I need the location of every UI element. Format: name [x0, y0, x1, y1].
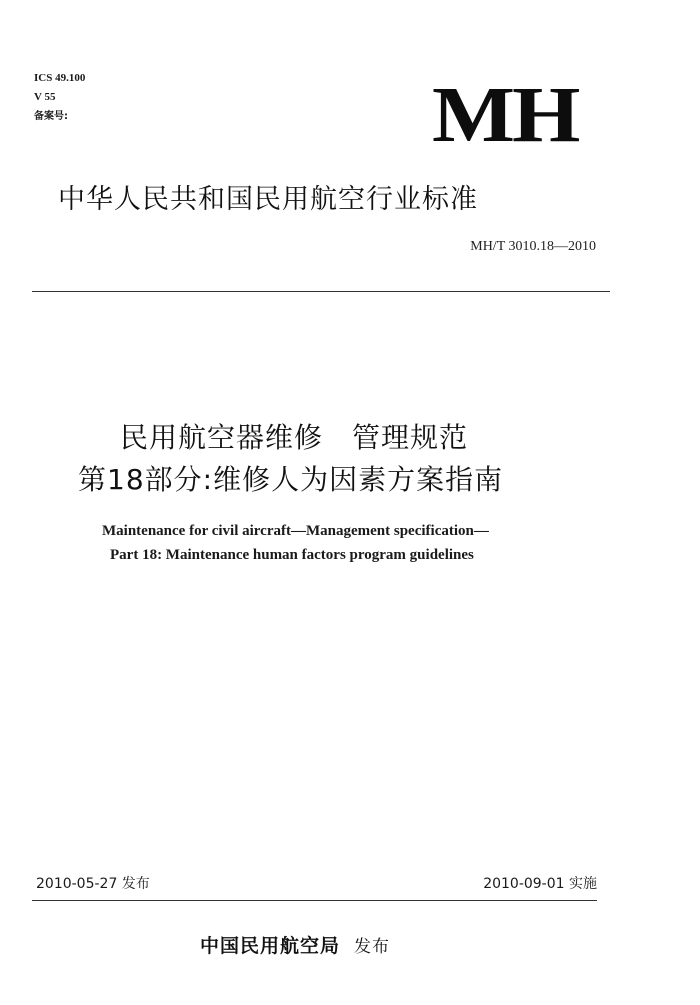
- mh-logo: MH: [432, 71, 578, 159]
- publisher-name: 中国民用航空局: [200, 935, 341, 957]
- ccs-code: V 55: [34, 91, 56, 103]
- implementation-date: 2010-09-01 实施: [483, 876, 597, 892]
- ics-code: ICS 49.100: [34, 72, 86, 84]
- english-title-line-2: Part 18: Maintenance human factors program guidelines: [110, 547, 474, 563]
- header-divider: [32, 291, 610, 292]
- filing-number-label: 备案号:: [34, 111, 68, 122]
- standard-number: MH/T 3010.18—2010: [470, 239, 596, 254]
- publisher-line: [200, 934, 500, 959]
- chinese-title-line-1: 民用航空器维修 管理规范: [120, 421, 469, 454]
- standard-category-title: 中华人民共和国民用航空行业标准: [58, 184, 478, 215]
- publisher-suffix: 发布: [354, 937, 391, 957]
- footer-divider: [32, 900, 597, 901]
- chinese-title-line-2: 第18部分:维修人为因素方案指南: [78, 463, 504, 496]
- issue-date: 2010-05-27 发布: [36, 876, 150, 892]
- english-title-line-1: Maintenance for civil aircraft—Management specification—: [102, 523, 489, 539]
